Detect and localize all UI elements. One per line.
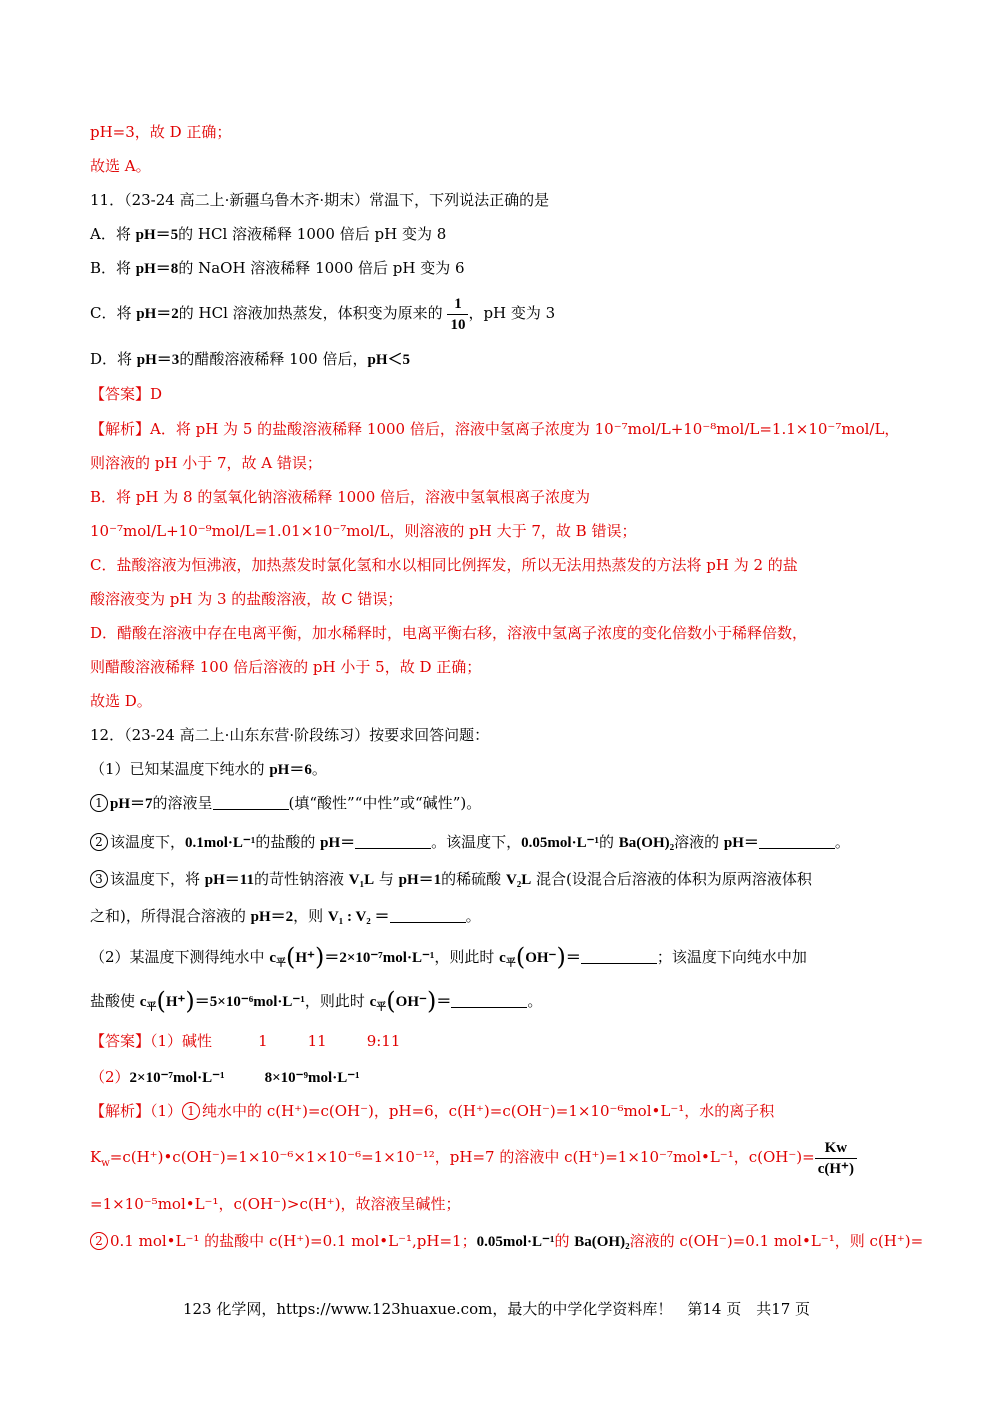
denominator: 10 <box>450 316 466 333</box>
item-1 <box>90 792 923 815</box>
answer-value: 8×10⁻⁹mol·L⁻¹ <box>264 1070 360 1086</box>
circled-number: 1 <box>90 794 108 812</box>
fraction <box>447 294 468 335</box>
formula: c <box>139 994 147 1010</box>
text: 该温度下， <box>110 833 186 851</box>
formula: 0.05mol·L⁻¹ <box>476 1234 555 1250</box>
formula: V₁L <box>348 872 375 888</box>
option-label: A．将 <box>90 225 136 243</box>
answer-blank[interactable] <box>581 949 657 964</box>
text: (填“酸性”“中性”或“碱性”)。 <box>288 794 482 812</box>
fraction <box>815 1138 857 1179</box>
answer-text: （1）碱性 <box>150 1032 213 1050</box>
answer-blank[interactable] <box>759 834 835 849</box>
explanation-line <box>90 1136 923 1185</box>
item-3-continued <box>90 905 923 928</box>
text: 之和)，所得混合溶液的 <box>90 907 251 925</box>
text: ，则此时 <box>304 992 370 1010</box>
formula: pH＝6 <box>269 762 312 778</box>
text: 【解析】（1） <box>90 1102 183 1120</box>
subscript: w <box>101 1158 110 1169</box>
circled-number: 2 <box>90 833 108 851</box>
formula: ＝5×10⁻⁶mol·L⁻¹ <box>194 994 305 1010</box>
text: （2）某温度下测得纯水中 <box>90 948 270 966</box>
formula: OH⁻ <box>395 994 427 1010</box>
explanation-line: 【解析】A．将 pH 为 5 的盐酸溶液稀释 1000 倍后，溶液中氢离子浓度为 10⁻⁷mol/L+10⁻⁸mol/L=1.1×10⁻⁷mol/L， <box>90 420 900 438</box>
formula: 0.05mol·L⁻¹ <box>521 835 600 851</box>
option-label: D．将 <box>90 350 137 368</box>
formula: pH＝1 <box>398 872 442 888</box>
answer-value: 2×10⁻⁷mol·L⁻¹ <box>129 1070 225 1086</box>
page-footer: 123 化学网，https://www.123huaxue.com，最大的中学化学资料库！ 第14 页 共17 页 <box>182 1300 811 1318</box>
explanation-line: D．醋酸在溶液中存在电离平衡，加水稀释时，电离平衡右移，溶液中氢离子浓度的变化倍数小于稀释倍数， <box>90 624 808 642</box>
option-c <box>90 292 923 335</box>
text: K <box>90 1148 102 1166</box>
option-text: 的醋酸溶液稀释 100 倍后， <box>179 350 368 368</box>
text: 混合(设混合后溶液的体积为原两溶液体积 <box>531 870 812 888</box>
formula: H⁺ <box>165 994 186 1010</box>
answer-text: （2） <box>90 1068 130 1086</box>
answer-value: 1 <box>258 1032 268 1050</box>
text: 。 <box>311 760 327 778</box>
text: 。该温度下， <box>431 833 522 851</box>
circled-number: 3 <box>90 870 108 888</box>
formula: 0.1mol·L⁻¹ <box>185 835 256 851</box>
answer-line-2 <box>90 1066 923 1089</box>
formula: ＝ <box>565 950 581 966</box>
text: 该温度下，将 <box>110 870 205 888</box>
sub-question-2-continued: 盐酸使 $c_平(H^+)=5\times 10^{-6}mol\cdot L^{-1}$，则此时 $c_平(OH^-)=$ 。 <box>90 987 543 1015</box>
formula: Ba(OH)₂ <box>574 1234 630 1250</box>
circled-number: 1 <box>182 1102 200 1120</box>
explanation-line: 则醋酸溶液稀释 100 倍后溶液的 pH 小于 5，故 D 正确； <box>90 658 482 676</box>
subscript: 平 <box>276 958 286 969</box>
formula: ＝2×10⁻⁷mol·L⁻¹ <box>324 950 435 966</box>
text: ，则 <box>293 907 328 925</box>
formula: c <box>499 950 506 966</box>
text: =c(H⁺)•c(OH⁻)=1×10⁻⁶×1×10⁻⁶=1×10⁻¹²，pH=7 的溶液中 c(H⁺)=1×10⁻⁷mol•L⁻¹，c(OH⁻)= <box>109 1148 815 1166</box>
formula: pH＝11 <box>204 872 254 888</box>
formula: ＝ <box>436 994 452 1010</box>
explanation-line: 10⁻⁷mol/L+10⁻⁹mol/L=1.01×10⁻⁷mol/L，则溶液的 pH 大于 7，故 B 错误； <box>90 522 637 540</box>
option-a <box>90 223 923 246</box>
explanation-line: 故选 D。 <box>90 692 152 710</box>
formula: pH＝ <box>723 835 759 851</box>
subscript: 平 <box>146 1002 157 1013</box>
option-b <box>90 257 923 280</box>
explanation-line: B．将 pH 为 8 的氢氧化钠溶液稀释 1000 倍后，溶液中氢氧根离子浓度为 <box>90 488 591 506</box>
option-d <box>90 348 923 371</box>
formula: pH＝ <box>320 835 356 851</box>
text: 溶液的 c(OH⁻)=0.1 mol•L⁻¹，则 c(H⁺)= <box>629 1232 924 1250</box>
formula: H⁺ <box>295 950 315 966</box>
formula: pH＝5 <box>135 227 179 243</box>
formula: pH＝7 <box>110 796 153 812</box>
option-text: ，pH 变为 3 <box>468 304 556 322</box>
answer-label: 【答案】 <box>90 1032 151 1050</box>
explanation-line: 则溶液的 pH 小于 7，故 A 错误； <box>90 454 322 472</box>
text: 溶液的 <box>674 833 724 851</box>
formula: pH＝8 <box>135 261 179 277</box>
answer-value: 9:11 <box>366 1032 401 1050</box>
item-3 <box>90 868 923 891</box>
denominator: c(H⁺) <box>817 1160 854 1177</box>
text: 0.1 mol•L⁻¹ 的盐酸中 c(H⁺)=0.1 mol•L⁻¹,pH=1； <box>110 1232 477 1250</box>
sub-question-1 <box>90 758 923 781</box>
item-2 <box>90 831 923 854</box>
question-11-stem: 11．（23-24 高二上·新疆乌鲁木齐·期末）常温下，下列说法正确的是 <box>90 191 550 209</box>
explanation-line: =1×10⁻⁵mol•L⁻¹，c(OH⁻)>c(H⁺)，故溶液呈碱性； <box>90 1195 461 1213</box>
text: 的 <box>554 1232 575 1250</box>
answer-line <box>90 1030 923 1052</box>
text-line: 故选 A。 <box>90 157 151 175</box>
answer-blank[interactable] <box>390 908 466 923</box>
formula: Ba(OH)₂ <box>618 835 675 851</box>
option-text: 的 HCl 溶液加热蒸发，体积变为原来的 <box>178 304 448 322</box>
text: 。 <box>527 992 543 1010</box>
text: 的盐酸的 <box>255 833 321 851</box>
explanation-line <box>90 1230 923 1253</box>
explanation-line: 酸溶液变为 pH 为 3 的盐酸溶液，故 C 错误； <box>90 590 403 608</box>
formula: c <box>269 950 276 966</box>
text: ，则此时 <box>434 948 500 966</box>
answer-blank[interactable] <box>213 795 289 810</box>
subscript: 平 <box>376 1002 387 1013</box>
formula: OH⁻ <box>525 950 557 966</box>
text: 。 <box>465 907 481 925</box>
text: 的苛性钠溶液 <box>253 870 349 888</box>
formula: V₁ : V₂ ＝ <box>327 909 390 925</box>
subscript: 平 <box>505 958 516 969</box>
question-12-stem: 12．（23-24 高二上·山东东营·阶段练习）按要求回答问题： <box>90 726 490 744</box>
numerator: 1 <box>447 294 468 315</box>
formula: V₂L <box>505 872 532 888</box>
explanation-line: C．盐酸溶液为恒沸液，加热蒸发时氯化氢和水以相同比例挥发，所以无法用热蒸发的方法将 pH 为 2 的盐 <box>90 556 798 574</box>
formula: c <box>369 994 377 1010</box>
explanation-line <box>90 1100 923 1122</box>
answer-blank[interactable] <box>451 993 527 1008</box>
formula: pH＜5 <box>367 352 410 368</box>
text: （1）已知某温度下纯水的 <box>90 760 270 778</box>
text: 纯水中的 c(H⁺)=c(OH⁻)，pH=6，c(H⁺)=c(OH⁻)=1×10⁻⁶mol•L⁻¹，水的离子积 <box>202 1102 775 1120</box>
text: 与 <box>374 870 399 888</box>
text: 的稀硫酸 <box>441 870 506 888</box>
text: 的 <box>599 833 619 851</box>
text: ；该温度下向纯水中加 <box>656 948 807 966</box>
text: 的溶液呈 <box>152 794 213 812</box>
text-line: pH=3，故 D 正确； <box>90 123 232 141</box>
formula: pH＝2 <box>250 909 294 925</box>
text: 盐酸使 <box>90 992 140 1010</box>
option-text: 的 NaOH 溶液稀释 1000 倍后 pH 变为 6 <box>178 259 465 277</box>
formula: pH＝2 <box>136 306 179 322</box>
sub-question-2: （2）某温度下测得纯水中 $c_平(H^+)=2\times 10^{-7}mol\cdot L^{-1}$，则此时 $c_平(OH^-)=$ ；该温度下向纯水中加 <box>90 943 807 971</box>
numerator: Kw <box>815 1138 857 1159</box>
circled-number: 2 <box>90 1232 108 1250</box>
option-label: B．将 <box>90 259 136 277</box>
option-label: C．将 <box>90 304 137 322</box>
text: 。 <box>834 833 850 851</box>
answer-blank[interactable] <box>355 834 431 849</box>
answer-line: 【答案】D <box>90 385 163 403</box>
option-text: 的 HCl 溶液稀释 1000 倍后 pH 变为 8 <box>178 225 447 243</box>
formula: pH＝3 <box>136 352 180 368</box>
answer-value: 11 <box>307 1032 327 1050</box>
